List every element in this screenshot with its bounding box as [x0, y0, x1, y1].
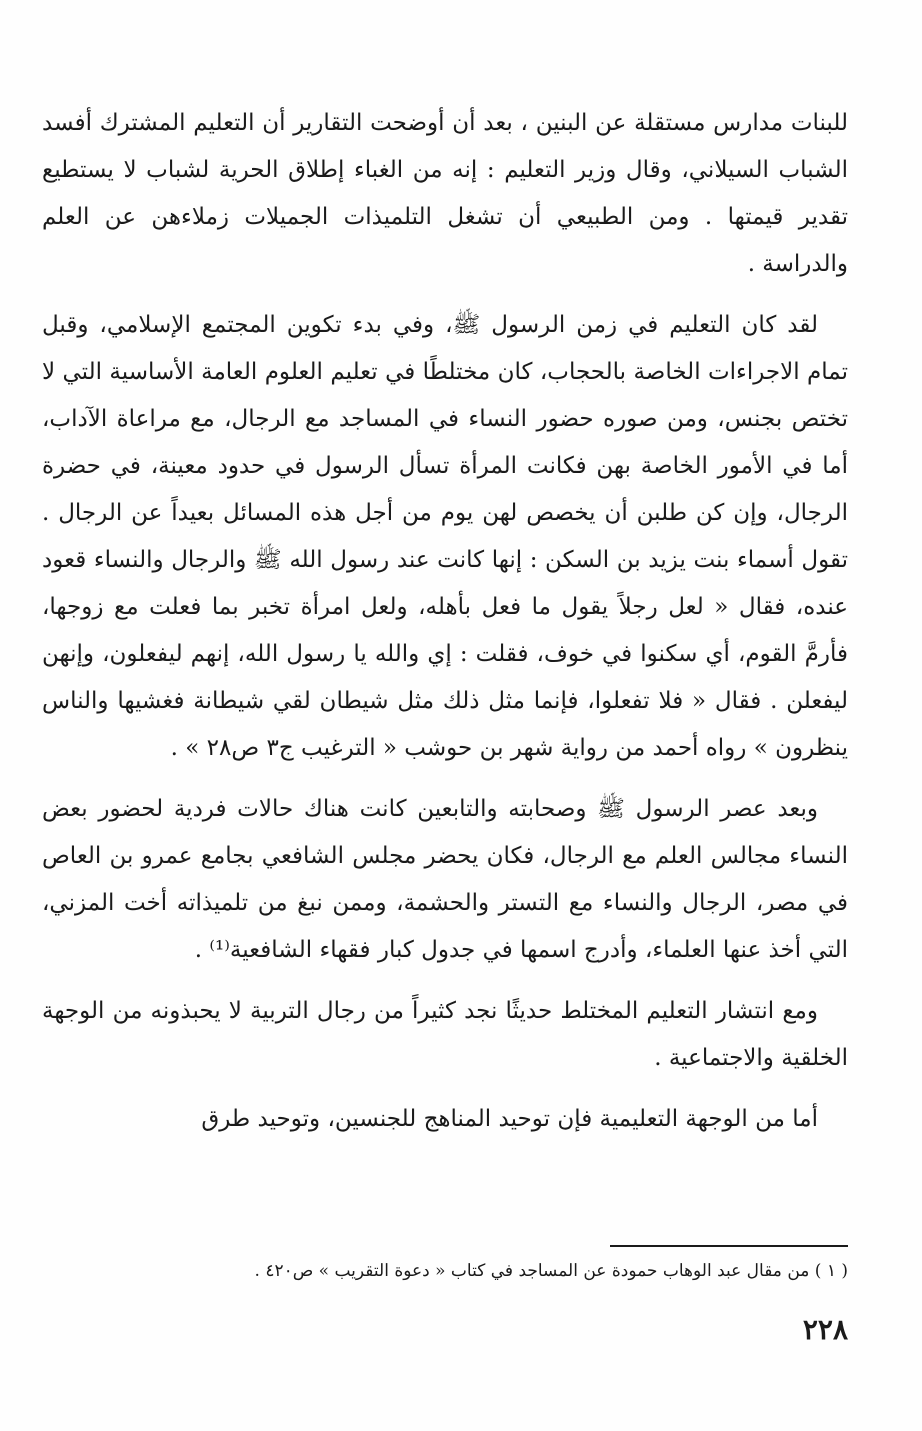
paragraph-prophet-era: لقد كان التعليم في زمن الرسول ﷺ، وفي بدء تكوين المجتمع الإسلامي، وقبل تمام الاجراءات الخاصة بالحجاب، كان مختلطًا في تعليم العلوم العامة الأساسية التي لا تختص بجنس، ومن صوره حضور النساء في المساجد مع الرجال، مع مراعاة الآداب، أما في الأمور الخاصة بهن فكانت المرأة تسأل الرسول في حدود معينة، في حضرة الرجال، وإن كن طلبن أن يخصص لهن يوم من أجل هذه المسائل بعيداً عن الرجال . تقول أسماء بنت يزيد بن السكن : إنها كانت عند رسول الله ﷺ والرجال والنساء قعود عنده، فقال « لعل رجلاً يقول ما فعل بأهله، ولعل امرأة تخبر بما فعلت مع زوجها، فأرمَّ القوم، أي سكنوا في خوف، فقلت : إي والله يا رسول الله، إنهم ليفعلون، وإنهن ليفعلن . فقال « فلا تفعلوا، فإنما مثل ذلك مثل شيطان لقي شيطانة فغشيها والناس ينظرون » رواه أحمد من رواية شهر بن حوشب « الترغيب ج٣ ص٢٨ » . — [42, 312, 848, 761]
body-text — [42, 100, 848, 1143]
footnote-divider — [610, 1245, 848, 1247]
page-number: ٢٢٨ — [802, 1313, 848, 1346]
paragraph-after-prophet: وبعد عصر الرسول ﷺ وصحابته والتابعين كانت هناك حالات فردية لحضور بعض النساء مجالس العلم مع الرجال، فكان يحضر مجلس الشافعي بجامع عمرو بن العاص في مصر، الرجال والنساء مع التستر والحشمة، وممن نبغ من تلميذاته أخت المزني، التي أخذ عنها العلماء، وأدرج اسمها في جدول كبار فقهاء الشافعية⁽¹⁾ . — [42, 796, 848, 963]
paragraph-continuation: للبنات مدارس مستقلة عن البنين ، بعد أن أوضحت التقارير أن التعليم المشترك أفسد الشباب السيلاني، وقال وزير التعليم : إنه من الغباء إطلاق الحرية لشباب لا يستطيع تقدير قيمتها . ومن الطبيعي أن تشغل التلميذات الجميلات زملاءهن عن العلم والدراسة . — [42, 110, 848, 277]
footnote: ( ١ ) من مقال عبد الوهاب حمودة عن المساجد في كتاب « دعوة التقريب » ص٤٢٠ . — [254, 1261, 848, 1281]
paragraph-curriculum: أما من الوجهة التعليمية فإن توحيد المناهج للجنسين، وتوحيد طرق — [201, 1106, 818, 1132]
paragraph-modern-mixed-education: ومع انتشار التعليم المختلط حديثًا نجد كثيراً من رجال التربية لا يحبذونه من الوجهة الخلقية والاجتماعية . — [42, 998, 848, 1071]
